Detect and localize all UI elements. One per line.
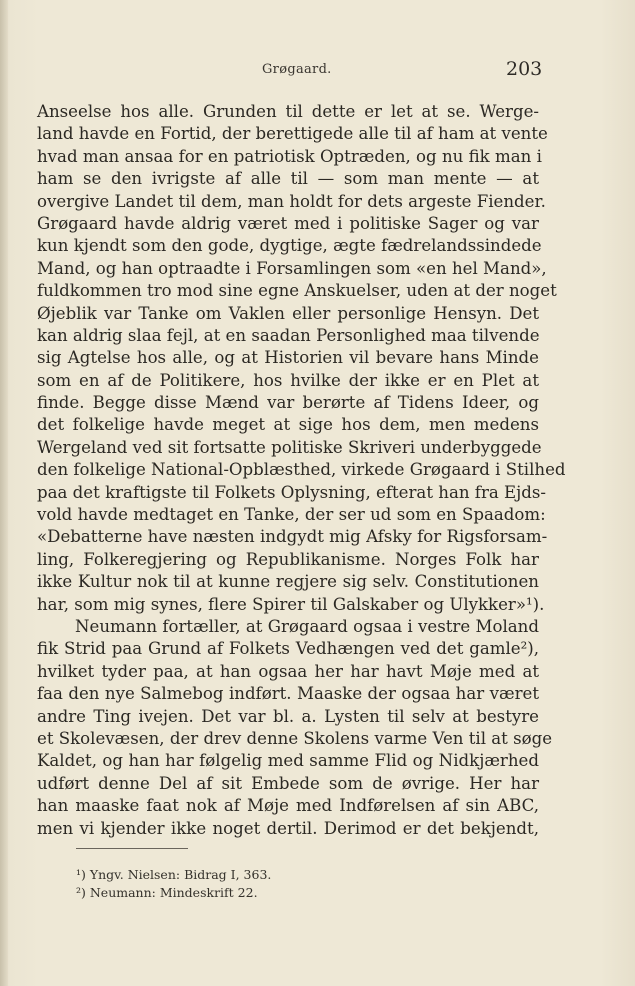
text-line: andre Ting ivejen. Det var bl. a. Lysten til selv at bestyre (37, 706, 539, 726)
text-line: Anseelse hos alle. Grunden til dette er let at se. Werge- (37, 102, 539, 121)
text-line: Grøgaard havde aldrig været med i politiske Sager og var (37, 213, 539, 233)
text-line: har, som mig synes, flere Spirer til Galskaber og Ulykker»¹). (37, 594, 545, 614)
text-line: fik Strid paa Grund af Folkets Vedhængen ved det gamle²), (37, 639, 539, 659)
text-line: Wergeland ved sit fortsatte politiske Skriveri underbyggede (37, 437, 542, 457)
footnote-divider (76, 848, 188, 849)
text-line: vold havde medtaget en Tanke, der ser ud som en Spaadom: (37, 505, 546, 525)
footnote: ¹) Yngv. Nielsen: Bidrag I, 363. (76, 867, 272, 882)
page-binding-edge (0, 0, 8, 986)
text-line: «Debatterne have næsten indgydt mig Afsky for Rigsforsam- (37, 527, 548, 547)
text-line: men vi kjender ikke noget dertil. Derimod er det bekjendt, (37, 818, 539, 838)
text-line: finde. Begge disse Mænd var berørte af Tidens Ideer, og (37, 393, 539, 413)
text-line: et Skolevæsen, der drev denne Skolens varme Ven til at søge (37, 728, 553, 748)
text-line: ling, Folkeregjering og Republikanisme. Norges Folk har (37, 549, 539, 569)
footnote: ²) Neumann: Mindeskrift 22. (76, 885, 258, 900)
text-line: hvilket tyder paa, at han ogsaa her har havt Møje med at (37, 661, 539, 681)
text-line: kan aldrig slaa fejl, at en saadan Personlighed maa tilvende (37, 325, 540, 345)
running-title: Grøgaard. (262, 62, 332, 77)
text-line: Øjeblik var Tanke om Vaklen eller personlige Hensyn. Det (37, 303, 539, 323)
body-text (37, 101, 566, 840)
text-line: paa det kraftigste til Folkets Oplysning, efterat han fra Ejds- (37, 482, 547, 502)
text-line: ham se den ivrigste af alle til — som man mente — at (37, 169, 539, 189)
text-line-paragraph-start: Neumann fortæller, at Grøgaard ogsaa i vestre Moland (75, 616, 539, 636)
text-line: overgive Landet til dem, man holdt for dets argeste Fiender. (37, 191, 546, 211)
text-line: kun kjendt som den gode, dygtige, ægte fædrelandssindede (37, 236, 542, 256)
text-line: fuldkommen tro mod sine egne Anskuelser, uden at der noget (37, 281, 557, 301)
text-line: Mand, og han optraadte i Forsamlingen som «en hel Mand», (37, 258, 547, 278)
page-number: 203 (506, 58, 543, 80)
text-line: faa den nye Salmebog indført. Maaske der ogsaa har været (37, 684, 539, 704)
text-line: Kaldet, og han har følgelig med samme Flid og Nidkjærhed (37, 751, 539, 771)
text-line: ikke Kultur nok til at kunne regjere sig selv. Constitutionen (37, 572, 539, 592)
text-line: sig Agtelse hos alle, og at Historien vil bevare hans Minde (37, 348, 539, 368)
footnotes (76, 866, 476, 902)
text-line: som en af de Politikere, hos hvilke der ikke er en Plet at (37, 370, 539, 390)
text-line: land havde en Fortid, der berettigede alle til af ham at vente (37, 124, 548, 144)
text-line: udført denne Del af sit Embede som de øvrige. Her har (37, 773, 539, 793)
text-line: hvad man ansaa for en patriotisk Optræden, og nu fik man i (37, 146, 542, 166)
text-line: han maaske faat nok af Møje med Indførelsen af sin ABC, (37, 796, 539, 816)
text-line: den folkelige National-Opblæsthed, virkede Grøgaard i Stilhed (37, 460, 566, 480)
text-line: det folkelige havde meget at sige hos dem, men medens (37, 415, 539, 435)
page-header (0, 58, 635, 88)
